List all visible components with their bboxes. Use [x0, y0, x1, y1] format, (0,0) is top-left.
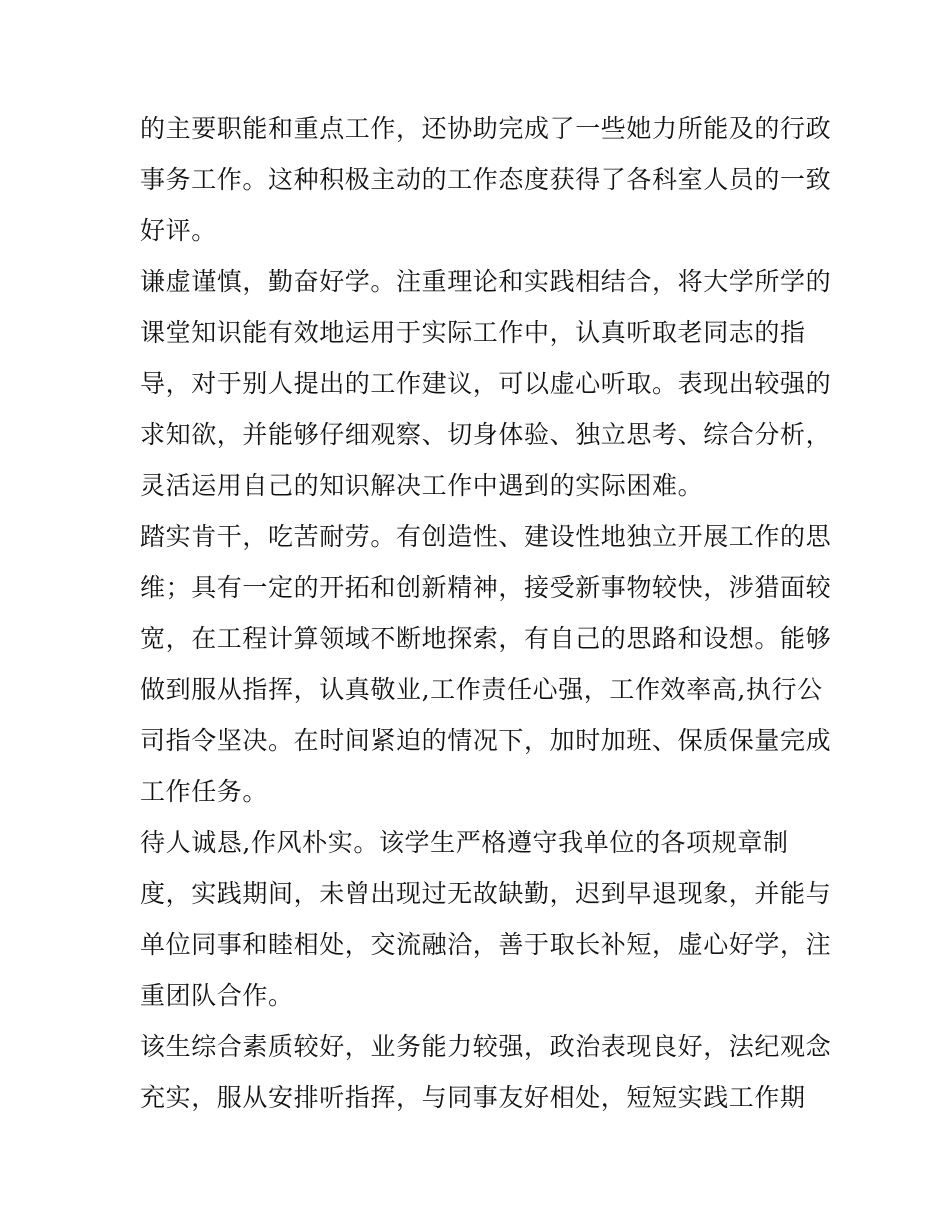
text-line: 该生综合素质较好，业务能力较强，政治表现良好，法纪观念	[140, 1032, 832, 1061]
text-line: 的主要职能和重点工作，还协助完成了一些她力所能及的行政	[140, 114, 832, 143]
text-line: 事务工作。这种积极主动的工作态度获得了各科室人员的一致	[140, 165, 832, 194]
text-line: 司指令坚决。在时间紧迫的情况下，加时加班、保质保量完成	[140, 726, 832, 755]
text-line: 待人诚恳,作风朴实。该学生严格遵守我单位的各项规章制	[140, 828, 789, 857]
text-line: 做到服从指挥，认真敬业,工作责任心强，工作效率高,执行公	[140, 675, 823, 704]
text-line: 度，实践期间，未曾出现过无故缺勤，迟到早退现象，并能与	[140, 879, 832, 908]
text-line: 单位同事和睦相处，交流融洽，善于取长补短，虚心好学，注	[140, 930, 832, 959]
text-line: 宽，在工程计算领域不断地探索，有自己的思路和设想。能够	[140, 624, 832, 653]
text-line: 工作任务。	[140, 777, 269, 806]
text-line: 重团队合作。	[140, 981, 294, 1010]
text-line: 课堂知识能有效地运用于实际工作中，认真听取老同志的指	[140, 318, 806, 347]
text-line: 导，对于别人提出的工作建议，可以虚心听取。表现出较强的	[140, 369, 832, 398]
text-line: 维；具有一定的开拓和创新精神，接受新事物较快，涉猎面较	[140, 573, 832, 602]
text-line: 谦虚谨慎，勤奋好学。注重理论和实践相结合，将大学所学的	[140, 267, 832, 296]
document-body	[140, 103, 832, 1123]
text-line: 求知欲，并能够仔细观察、切身体验、独立思考、综合分析，	[140, 420, 832, 449]
text-line: 充实，服从安排听指挥，与同事友好相处，短短实践工作期	[140, 1083, 806, 1112]
text-line: 踏实肯干，吃苦耐劳。有创造性、建设性地独立开展工作的思	[140, 522, 832, 551]
text-line: 好评。	[140, 216, 217, 245]
text-line: 灵活运用自己的知识解决工作中遇到的实际困难。	[140, 471, 704, 500]
